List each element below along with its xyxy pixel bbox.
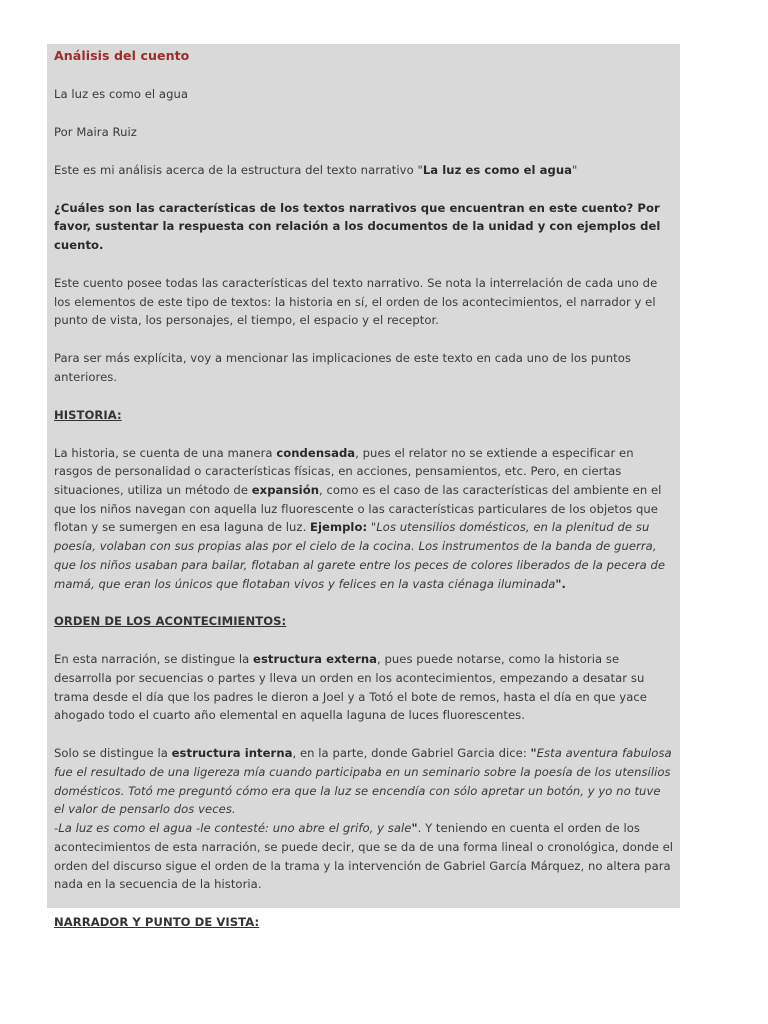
orden-quote-1: Esta aventura fabulosa fue el resultado de una ligereza mía cuando participaba en un seminario sobre la poesía de los utensilios domésticos. Totó me preguntó cómo era que la luz se encendía con sólo apretar un botón, y yo no tuve el valor de pensarlo dos veces.	[54, 746, 672, 817]
document-title: Análisis del cuento	[54, 48, 190, 63]
orden-quote-open: "	[530, 746, 537, 761]
intro-bold-title: La luz es como el agua	[422, 162, 572, 177]
paragraph-explicit: Para ser más explícita, voy a mencionar las implicaciones de este texto en cada uno de los puntos anteriores.	[54, 351, 631, 384]
historia-text-1: La historia, se cuenta de una manera	[54, 445, 277, 460]
historia-bold-condensada: condensada	[276, 445, 356, 460]
historia-text-3: , como es el caso de las características del ambiente en el que los niños navegan con aquella luz fluorescente o las características particulares de los objetos que flotan y se sumergen en esa laguna de luz.	[54, 483, 662, 535]
intro-prefix: Este es mi análisis acerca de la estructura del texto narrativo "	[54, 162, 423, 177]
orden-quote-2: -La luz es como el agua -le contesté: uno abre el grifo, y sale	[54, 821, 412, 836]
orden-paragraph-2	[54, 744, 674, 894]
historia-quote-end: ".	[555, 576, 566, 591]
intro-suffix: "	[572, 162, 578, 177]
historia-quote: "Los utensilios domésticos, en la plenitud de su poesía, volaban con sus propias alas por el cielo de la cocina. Los instrumentos de la banda de guerra, que los niños usaban para bailar, flotaban al garete entre los peces de colores liberados de la pecera de mamá, que eran los únicos que flotaban vivos y felices en la vasta ciénaga iluminada	[54, 520, 666, 591]
orden-text-1: En esta narración, se distingue la	[54, 652, 254, 667]
orden-quote-close: "	[411, 821, 418, 836]
orden-text-2: , pues puede notarse, como la historia se desarrolla por secuencias o partes y lleva un orden en los acontecimientos, empezando a desatar su trama desde el día que los padres le dieron a Joel y a Totó el bote de remos, hasta el día en que yace ahogado todo el cuarto año elemental en aquella laguna de luces fluorescentes.	[54, 652, 647, 723]
intro-paragraph	[54, 161, 674, 180]
heading-orden: ORDEN DE LOS ACONTECIMIENTOS:	[54, 614, 287, 629]
orden-paragraph-1	[54, 650, 674, 725]
historia-text-2: , pues el relator no se extiende a especificar en rasgos de personalidad o características físicas, en acciones, pensamientos, etc. Pero, en ciertas situaciones, utiliza un método de	[54, 445, 634, 498]
orden-bold-externa: estructura externa	[253, 652, 378, 667]
orden-text-3: Solo se distingue la	[54, 746, 172, 761]
orden-text-5: . Y teniendo en cuenta el orden de los acontecimientos de esta narración, se puede decir, que se da de una forma lineal o cronológica, donde el orden del discurso sigue el orden de la trama y la intervención de Gabriel García Márquez, no altera para nada en la secuencia de la historia.	[54, 821, 674, 892]
historia-bold-ejemplo: Ejemplo:	[310, 520, 368, 535]
heading-historia: HISTORIA:	[54, 407, 122, 422]
author-line: Por Maira Ruiz	[54, 124, 137, 139]
paragraph-characteristics: Este cuento posee todas las características del texto narrativo. Se nota la interrelación de cada uno de los elementos de este tipo de textos: la historia en sí, el orden de los acontecimientos, el narrador y el punto de vista, los personajes, el tiempo, el espacio y el receptor.	[54, 275, 658, 328]
orden-text-4: , en la parte, donde Gabriel Garcia dice:	[292, 746, 531, 761]
historia-paragraph	[54, 444, 674, 594]
question-paragraph: ¿Cuáles son las características de los textos narrativos que encuentran en este cuento? Por favor, sustentar la respuesta con relación a los documentos de la unidad y con ejemplos del cuento.	[54, 200, 661, 252]
document-page	[47, 44, 680, 930]
historia-bold-expansion: expansión	[251, 483, 320, 498]
story-title: La luz es como el agua	[54, 86, 189, 101]
orden-bold-interna: estructura interna	[171, 746, 293, 761]
heading-narrador: NARRADOR Y PUNTO DE VISTA:	[54, 915, 260, 930]
